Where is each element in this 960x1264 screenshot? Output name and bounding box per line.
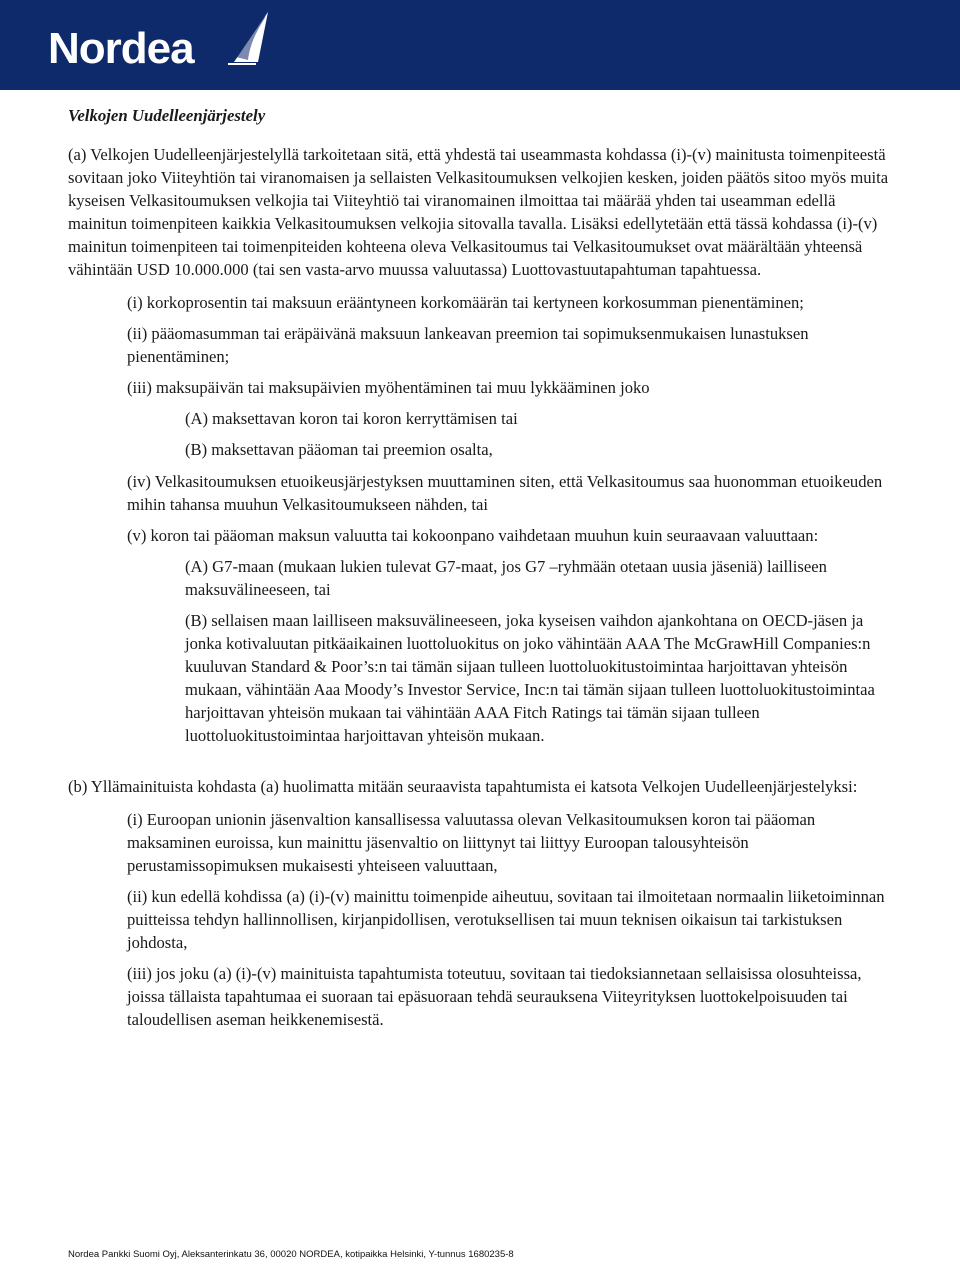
item-b-ii: (ii) kun edellä kohdissa (a) (i)-(v) mainittu toimenpide aiheutuu, sovitaan tai ilmoitetaan normaalin liiketoiminnan puitteissa tehdyn hallinnollisen, kirjanpidollisen, verotuksellisen tai muun teknisen oikaisun tai tarkistuksen johdosta,	[127, 887, 885, 952]
paragraph-b: (b) Yllämainituista kohdasta (a) huolimatta mitään seuraavista tapahtumista ei katsota Velkojen Uudelleenjärjestelyksi:	[68, 777, 858, 796]
brand-name: Nordea	[48, 24, 194, 73]
section-title: Velkojen Uudelleenjärjestely	[68, 106, 266, 125]
page-header	[0, 0, 960, 90]
item-a-iii-B: (B) maksettavan pääoman tai preemion osalta,	[185, 440, 493, 459]
item-a-v-B: (B) sellaisen maan lailliseen maksuvälineeseen, joka kyseisen vaihdon ajankohtana on OECD-jäsen ja jonka kotivaluutan pitkäaikainen luottoluokitus on joko vähintään AAA The McGrawHill Companies:n kuuluvan Standard & Poor’s:n tai tämän sijaan tulleen luottoluokitustoimintaa harjoittavan yhteisön mukaan, vähintään Aaa Moody’s Investor Service, Inc:n tai tämän sijaan tulleen luottoluokitustoimintaa harjoittavan yhteisön mukaan tai vähintään AAA Fitch Ratings tai tämän sijaan tulleen luottoluokitustoimintaa harjoittavan yhteisön mukaan.	[185, 611, 875, 745]
page-footer: Nordea Pankki Suomi Oyj, Aleksanterinkatu 36, 00020 NORDEA, kotipaikka Helsinki, Y-tunnus 1680235-8	[68, 1249, 514, 1260]
sublist-a-iii	[185, 407, 898, 461]
list-b	[127, 808, 898, 1031]
item-a-iv: (iv) Velkasitoumuksen etuoikeusjärjestyksen muuttaminen siten, että Velkasitoumus saa huonomman etuoikeuden mihin tahansa muuhun Velkasitoumukseen nähden, tai	[127, 472, 883, 514]
item-b-iii: (iii) jos joku (a) (i)-(v) mainituista tapahtumista toteutuu, sovitaan tai tiedoksiannetaan sellaisissa olosuhteissa, joissa tällaista tapahtumaa ei suoraan tai epäsuoraan tehdä seurauksena Viiteyrityksen luottokelpoisuuden tai taloudellisen aseman heikkenemisestä.	[127, 964, 862, 1029]
list-a	[127, 291, 898, 747]
item-a-ii: (ii) pääomasumman tai eräpäivänä maksuun lankeavan preemion tai sopimuksenmukaisen lunastuksen pienentäminen;	[127, 324, 809, 366]
item-a-iii-A: (A) maksettavan koron tai koron kerryttämisen tai	[185, 409, 518, 428]
sublist-a-v	[185, 555, 898, 747]
document-body	[68, 106, 898, 1039]
item-b-i: (i) Euroopan unionin jäsenvaltion kansallisessa valuutassa olevan Velkasitoumuksen koron tai pääoman maksaminen euroissa, kun mainittu jäsenvaltio on liittynyt tai liittyy Euroopan talousyhteisön perustamissopimuksen mukaisesti yhteiseen valuuttaan,	[127, 810, 816, 875]
item-a-i: (i) korkoprosentin tai maksuun erääntyneen korkomäärän tai kertyneen korkosumman pienentäminen;	[127, 293, 804, 312]
item-a-v: (v) koron tai pääoman maksun valuutta tai kokoonpano vaihdetaan muuhun kuin seuraavaan valuuttaan:	[127, 526, 819, 545]
paragraph-a: (a) Velkojen Uudelleenjärjestelyllä tarkoitetaan sitä, että yhdestä tai useammasta kohdassa (i)-(v) mainitusta toimenpiteestä sovitaan joko Viiteyhtiön tai viranomaisen ja sellaisten Velkasitoumuksen velkojien kesken, joiden päätös sitoo myös muita kyseisen Velkasitoumuksen velkojia tai Viiteyhtiö tai viranomainen ilmoittaa tai määrää yhden tai useamman edellä mainitun toimenpiteen kaikkia Velkasitoumuksen velkojia sitovalla tavalla. Lisäksi edellytetään että tässä kohdassa (i)-(v) mainitun toimenpiteen tai toimenpiteiden kohteena oleva Velkasitoumus tai Velkasitoumukset ovat määrältään yhteensä vähintään USD 10.000.000 (tai sen vasta-arvo muussa valuutassa) Luottovastuutapahtuman tapahtuessa.	[68, 145, 889, 279]
item-a-iii: (iii) maksupäivän tai maksupäivien myöhentäminen tai muu lykkääminen joko	[127, 378, 650, 397]
item-a-v-A: (A) G7-maan (mukaan lukien tulevat G7-maat, jos G7 –ryhmään otetaan uusia jäseniä) lailliseen maksuvälineeseen, tai	[185, 557, 827, 599]
nordea-logo	[48, 10, 288, 80]
sail-icon	[226, 10, 274, 66]
